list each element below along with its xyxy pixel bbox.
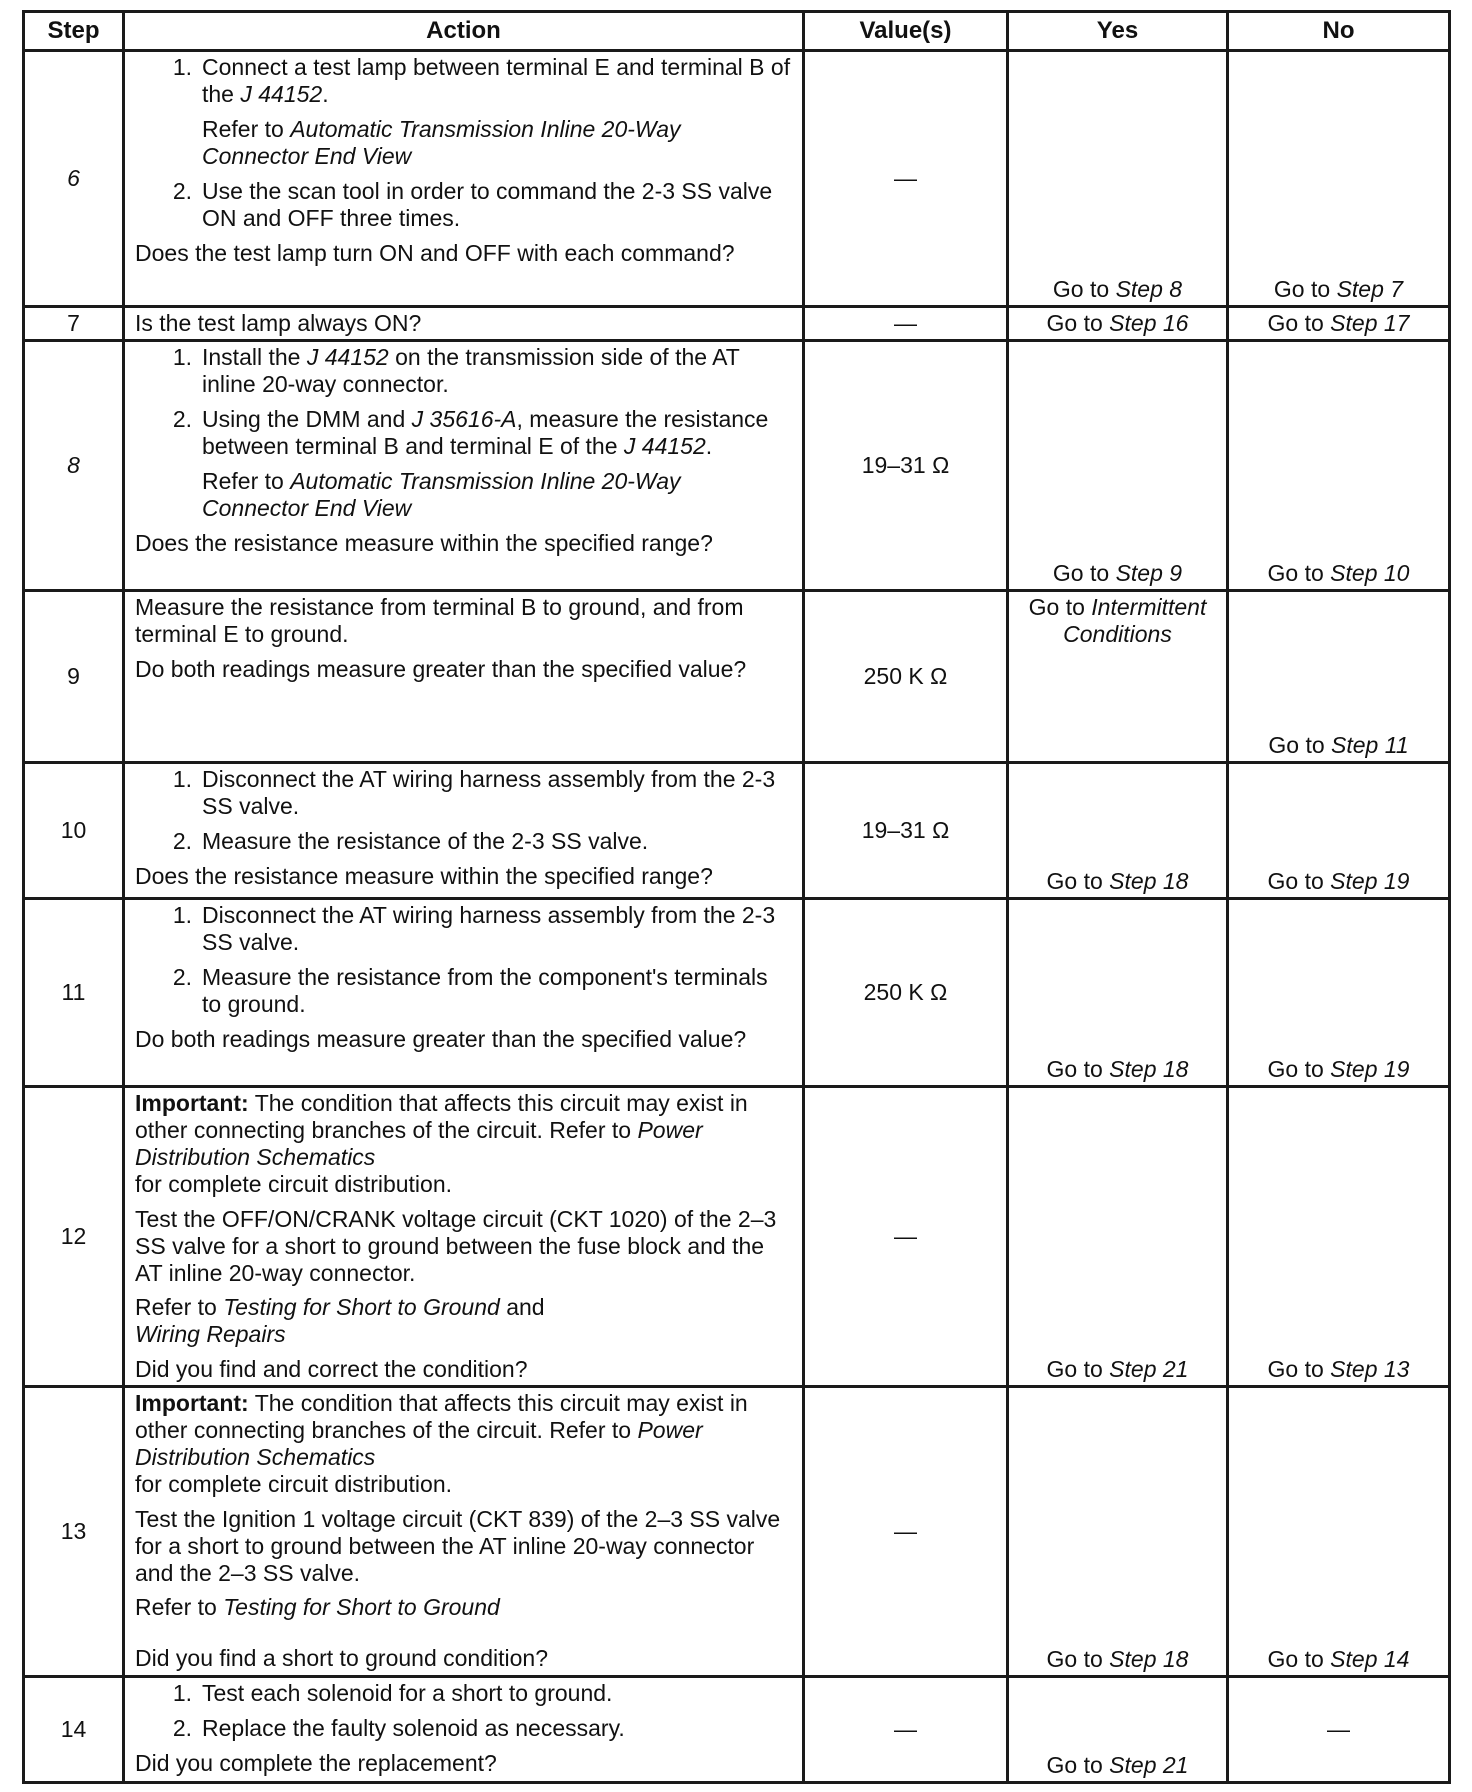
header-no: No — [1228, 12, 1450, 51]
table-row-step-6 — [24, 51, 1450, 307]
list-number: 2. — [172, 827, 192, 854]
yes-step-link[interactable]: Step 8 — [1115, 276, 1183, 303]
yes-cell: Go to Step 21 — [1008, 1087, 1228, 1387]
no-step-link[interactable]: Step 11 — [1331, 732, 1409, 759]
value-cell: — — [804, 51, 1008, 307]
no-cell: — — [1228, 1677, 1450, 1783]
table-row-step-10 — [24, 763, 1450, 899]
action-cell — [124, 307, 804, 341]
table-row-step-13 — [24, 1387, 1450, 1677]
list-number: 1. — [172, 766, 192, 793]
no-step-link[interactable]: Step 19 — [1330, 1056, 1410, 1083]
no-cell: Go to Step 17 — [1228, 307, 1450, 341]
value-cell: 250 K Ω — [804, 591, 1008, 763]
step-number: 12 — [24, 1087, 124, 1387]
refer-note: Refer to Automatic Transmission Inline 20-Way Connector End View — [202, 467, 681, 521]
yes-step-link[interactable]: Step 18 — [1109, 1056, 1189, 1083]
step-question: Does the resistance measure within the specified range? — [135, 529, 713, 556]
power-distribution-link[interactable]: Power Distribution Schematics — [135, 1116, 703, 1170]
header-step: Step — [24, 12, 124, 51]
header-values: Value(s) — [804, 12, 1008, 51]
no-cell: Go to Step 19 — [1228, 899, 1450, 1087]
list-text: Use the scan tool in order to command the 2-3 SS valve ON and OFF three times. — [202, 177, 773, 231]
step-number: 8 — [24, 341, 124, 591]
step-question: Does the test lamp turn ON and OFF with each command? — [135, 239, 735, 266]
yes-step-link[interactable]: Step 16 — [1109, 310, 1189, 337]
action-cell — [124, 591, 804, 763]
step-question: Is the test lamp always ON? — [135, 310, 422, 337]
list-text: Using the DMM and J 35616-A, measure the resistance between terminal B and terminal E of the J 44152. — [202, 405, 769, 459]
action-cell — [124, 1087, 804, 1387]
no-step-link[interactable]: Step 10 — [1330, 560, 1410, 587]
diagnostic-table — [22, 10, 1451, 1784]
action-list-item — [135, 1715, 792, 1742]
no-cell: Go to Step 11 — [1228, 591, 1450, 763]
test-instruction: Test the OFF/ON/CRANK voltage circuit (CKT 1020) of the 2–3 SS valve for a short to ground between the fuse block and the AT inline 20-way connector. — [135, 1205, 777, 1286]
value-cell: 19–31 Ω — [804, 763, 1008, 899]
list-text: Connect a test lamp between terminal E and terminal B of the J 44152. — [202, 54, 791, 107]
yes-cell: Go to Step 18 — [1008, 899, 1228, 1087]
refer-link[interactable]: Automatic Transmission Inline 20-Way Connector End View — [202, 115, 681, 169]
action-list-item — [135, 766, 792, 820]
table-row-step-14 — [24, 1677, 1450, 1783]
list-text: Measure the resistance from the component's terminals to ground. — [202, 963, 768, 1017]
tool-reference: J 44152 — [306, 344, 389, 371]
table-row-step-7 — [24, 307, 1450, 341]
list-text: Measure the resistance of the 2-3 SS valve. — [202, 827, 649, 854]
no-cell: Go to Step 7 — [1228, 51, 1450, 307]
refer-note: Refer to Testing for Short to Ground and Wiring Repairs — [135, 1294, 792, 1348]
test-instruction: Test the Ignition 1 voltage circuit (CKT 839) of the 2–3 SS valve for a short to ground between the AT inline 20-way connector and the 2–3 SS valve. — [135, 1505, 781, 1586]
no-step-link[interactable]: Step 17 — [1330, 310, 1410, 337]
list-text: Disconnect the AT wiring harness assembly from the 2-3 SS valve. — [202, 902, 776, 955]
list-text: Replace the faulty solenoid as necessary. — [202, 1715, 625, 1742]
tool-reference: J 44152 — [240, 80, 323, 107]
table-row-step-8 — [24, 341, 1450, 591]
no-step-link[interactable]: Step 14 — [1330, 1646, 1410, 1673]
table-row-step-11 — [24, 899, 1450, 1087]
yes-step-link[interactable]: Step 18 — [1109, 1646, 1189, 1673]
yes-cell: Go to Step 9 — [1008, 341, 1228, 591]
header-row — [24, 12, 1450, 51]
action-cell — [124, 899, 804, 1087]
list-number: 2. — [172, 177, 192, 204]
refer-note: Refer to Testing for Short to Ground — [135, 1594, 500, 1621]
important-label: Important: — [135, 1390, 249, 1417]
list-number: 2. — [172, 1715, 192, 1742]
important-note: Important: The condition that affects this circuit may exist in other connecting branches of the circuit. Refer to Power Distribution Schematics for complete circuit distribution. — [135, 1090, 748, 1197]
step-question: Did you find and correct the condition? — [135, 1356, 528, 1383]
no-step-link[interactable]: Step 7 — [1336, 276, 1404, 303]
step-question: Do both readings measure greater than the specified value? — [135, 655, 747, 682]
yes-step-link[interactable]: Step 21 — [1109, 1752, 1189, 1779]
action-list-item — [135, 964, 792, 1018]
no-step-link[interactable]: Step 19 — [1330, 868, 1410, 895]
refer-link[interactable]: Automatic Transmission Inline 20-Way Connector End View — [202, 467, 681, 521]
step-number: 7 — [24, 307, 124, 341]
list-text: Install the J 44152 on the transmission side of the AT inline 20-way connector. — [202, 344, 740, 397]
action-cell — [124, 341, 804, 591]
refer-note: Refer to Automatic Transmission Inline 20-Way Connector End View — [202, 115, 681, 169]
action-cell — [124, 1387, 804, 1677]
step-number: 14 — [24, 1677, 124, 1783]
list-number: 2. — [172, 963, 192, 990]
no-cell: Go to Step 19 — [1228, 763, 1450, 899]
value-cell: — — [804, 1087, 1008, 1387]
yes-cell: Go to Step 18 — [1008, 763, 1228, 899]
table-row-step-9 — [24, 591, 1450, 763]
list-number: 1. — [172, 902, 192, 929]
step-question: Do both readings measure greater than the specified value? — [135, 1025, 747, 1052]
value-cell: — — [804, 307, 1008, 341]
step-number: 9 — [24, 591, 124, 763]
value-cell: 250 K Ω — [804, 899, 1008, 1087]
action-cell — [124, 1677, 804, 1783]
list-number: 1. — [172, 344, 192, 371]
yes-link-intermittent-conditions[interactable]: Intermittent Conditions — [1063, 594, 1207, 647]
refer-link[interactable]: Wiring Repairs — [135, 1321, 286, 1348]
action-list-item — [135, 178, 792, 232]
action-list-item — [135, 344, 792, 398]
value-cell: — — [804, 1677, 1008, 1783]
yes-step-link[interactable]: Step 18 — [1109, 868, 1189, 895]
step-instruction: Measure the resistance from terminal B to ground, and from terminal E to ground. — [135, 594, 744, 647]
action-list-item — [135, 54, 792, 108]
yes-cell: Go to Step 16 — [1008, 307, 1228, 341]
action-cell — [124, 51, 804, 307]
no-step-link[interactable]: Step 13 — [1330, 1356, 1410, 1383]
step-question: Does the resistance measure within the specified range? — [135, 862, 713, 889]
list-number: 2. — [172, 405, 192, 432]
action-list-item — [135, 1680, 792, 1707]
yes-cell: Go to Step 8 — [1008, 51, 1228, 307]
yes-cell: Go to Intermittent Conditions — [1008, 591, 1228, 763]
refer-link[interactable]: Testing for Short to Ground — [223, 1294, 500, 1321]
step-number: 13 — [24, 1387, 124, 1677]
action-list-item — [135, 902, 792, 956]
important-label: Important: — [135, 1090, 249, 1117]
action-list-item — [135, 828, 792, 855]
list-number: 1. — [172, 1680, 192, 1707]
step-number: 10 — [24, 763, 124, 899]
tool-reference: J 44152 — [623, 432, 706, 459]
header-yes: Yes — [1008, 12, 1228, 51]
important-note: Important: The condition that affects this circuit may exist in other connecting branches of the circuit. Refer to Power Distribution Schematics for complete circuit distribution. — [135, 1390, 748, 1497]
value-cell: — — [804, 1387, 1008, 1677]
no-cell: Go to Step 14 — [1228, 1387, 1450, 1677]
header-action: Action — [124, 12, 804, 51]
table-row-step-12 — [24, 1087, 1450, 1387]
list-number: 1. — [172, 54, 192, 81]
value-cell: 19–31 Ω — [804, 341, 1008, 591]
step-number: 6 — [24, 51, 124, 307]
step-question: Did you find a short to ground condition? — [135, 1645, 548, 1672]
list-text: Disconnect the AT wiring harness assembly from the 2-3 SS valve. — [202, 766, 776, 819]
yes-cell: Go to Step 21 — [1008, 1677, 1228, 1783]
action-list-item — [135, 406, 792, 460]
action-cell — [124, 763, 804, 899]
power-distribution-link[interactable]: Power Distribution Schematics — [135, 1417, 703, 1470]
no-cell: Go to Step 10 — [1228, 341, 1450, 591]
refer-link[interactable]: Testing for Short to Ground — [223, 1594, 500, 1621]
list-text: Test each solenoid for a short to ground. — [202, 1680, 613, 1707]
no-cell: Go to Step 13 — [1228, 1087, 1450, 1387]
step-question: Did you complete the replacement? — [135, 1749, 497, 1776]
yes-step-link[interactable]: Step 21 — [1109, 1356, 1189, 1383]
yes-step-link[interactable]: Step 9 — [1115, 560, 1183, 587]
tool-reference: J 35616-A — [411, 405, 517, 432]
step-number: 11 — [24, 899, 124, 1087]
yes-cell: Go to Step 18 — [1008, 1387, 1228, 1677]
